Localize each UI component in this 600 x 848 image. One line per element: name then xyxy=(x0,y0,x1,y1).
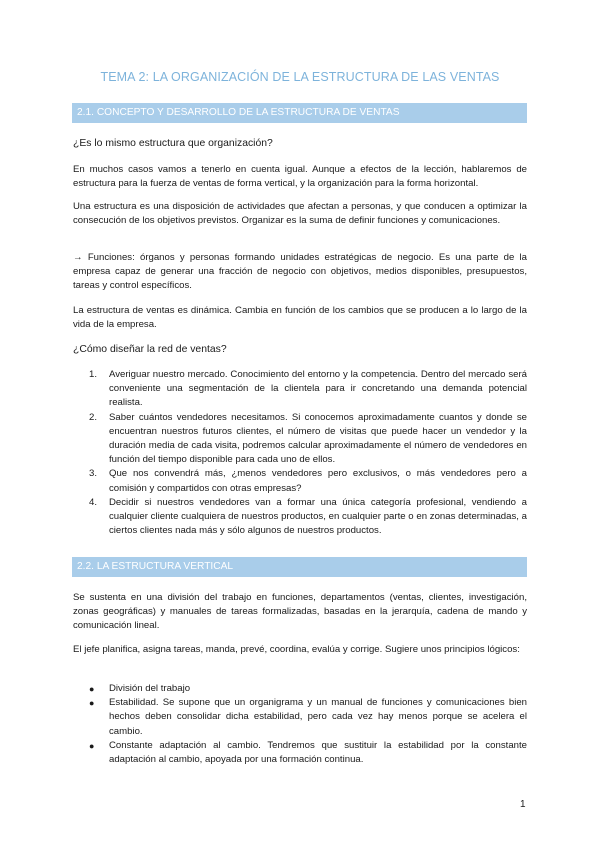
list-item-text: Averiguar nuestro mercado. Conocimiento del entorno y la competencia. Dentro del mercado será conveniente una segmentación de la clientela para ir concretando una demanda potencial realista. xyxy=(109,369,527,409)
steps-list xyxy=(73,368,527,538)
list-item xyxy=(73,411,527,468)
list-item-text: Que nos convendrá más, ¿menos vendedores pero exclusivos, o más vendedores pero a comisión y compartidos con otras empresas? xyxy=(109,468,527,494)
paragraph-estructura-vertical-horizontal: En muchos casos vamos a tenerlo en cuenta igual. Aunque a efectos de la lección, hablaremos de estructura para la fuerza de ventas de forma vertical, y la organización para la forma horizontal. xyxy=(73,164,527,190)
document-title: TEMA 2: LA ORGANIZACIÓN DE LA ESTRUCTURA DE LAS VENTAS xyxy=(100,70,500,84)
list-item-number: 4. xyxy=(89,496,98,508)
list-item-text: Constante adaptación al cambio. Tendremos que sustituir la estabilidad por la constante adaptación al cambio, apoyada por una formación continua. xyxy=(109,739,527,766)
list-item-number: 3. xyxy=(89,468,98,480)
section-heading-2-2: 2.2. LA ESTRUCTURA VERTICAL xyxy=(72,557,527,577)
list-item-text: Decidir si nuestros vendedores van a formar una única categoría profesional, vendiendo a cualquier cliente cualquiera de nuestros productos, en cualquier parte o en zonas determinadas, a ciertos clientes nada más y sólo algunos de nuestros productos. xyxy=(109,496,527,537)
bullet-icon: ● xyxy=(89,698,95,709)
list-item-number: 2. xyxy=(89,411,98,423)
list-item xyxy=(73,368,527,411)
list-item-text: Estabilidad. Se supone que un organigrama y un manual de funciones y comunicaciones bien hechos deben consolidar dicha estabilidad, pero cada vez hay menos porque se acelera el cambio. xyxy=(109,697,527,737)
page-number: 1 xyxy=(520,799,526,810)
bullet-icon: ● xyxy=(89,684,95,694)
question-disenar-red-ventas: ¿Cómo diseñar la red de ventas? xyxy=(73,344,227,355)
paragraph-funciones: → Funciones: órganos y personas formando unidades estratégicas de negocio. Es una parte de la empresa capaz de generar una fracción de negocio con objetivos, medios disponibles, presupuestos, tareas y control específicos. xyxy=(73,252,527,292)
list-item xyxy=(73,467,527,495)
paragraph-estructura-dinamica: La estructura de ventas es dinámica. Cambia en función de los cambios que se producen a lo largo de la vida de la empresa. xyxy=(73,305,527,331)
paragraph-definicion-estructura: Una estructura es una disposición de actividades que afectan a personas, y que conducen a optimizar la consecución de los objetivos previstos. Organizar es la suma de definir funciones y comunicaciones. xyxy=(73,201,527,227)
list-item xyxy=(73,696,527,739)
principles-list xyxy=(73,682,527,767)
question-estructura-organizacion: ¿Es lo mismo estructura que organización? xyxy=(73,138,273,149)
list-item xyxy=(73,496,527,539)
list-item xyxy=(73,682,527,696)
list-item-number: 1. xyxy=(89,369,98,380)
paragraph-jefe-planifica: El jefe planifica, asigna tareas, manda, prevé, coordina, evalúa y corrige. Sugiere unos principios lógicos: xyxy=(73,644,520,655)
bullet-icon: ● xyxy=(89,740,95,751)
list-item-text: División del trabajo xyxy=(109,683,191,694)
list-item-text: Saber cuántos vendedores necesitamos. Si conocemos aproximadamente cuantos y donde se encuentran nuestros futuros clientes, el número de visitas que puede hacer un vendedor y la duración media de cada visita, podremos calcular aproximadamente el número de vendedores en función del tiempo disponible para cada uno de ellos. xyxy=(109,411,527,466)
section-heading-2-1: 2.1. CONCEPTO Y DESARROLLO DE LA ESTRUCTURA DE VENTAS xyxy=(72,103,527,123)
list-item xyxy=(73,739,527,767)
paragraph-division-trabajo: Se sustenta en una división del trabajo en funciones, departamentos (ventas, clientes, investigación, zonas geográficas) y manuales de tareas formalizadas, basadas en la jerarquía, cadena de mando y comunicación lineal. xyxy=(73,592,527,632)
